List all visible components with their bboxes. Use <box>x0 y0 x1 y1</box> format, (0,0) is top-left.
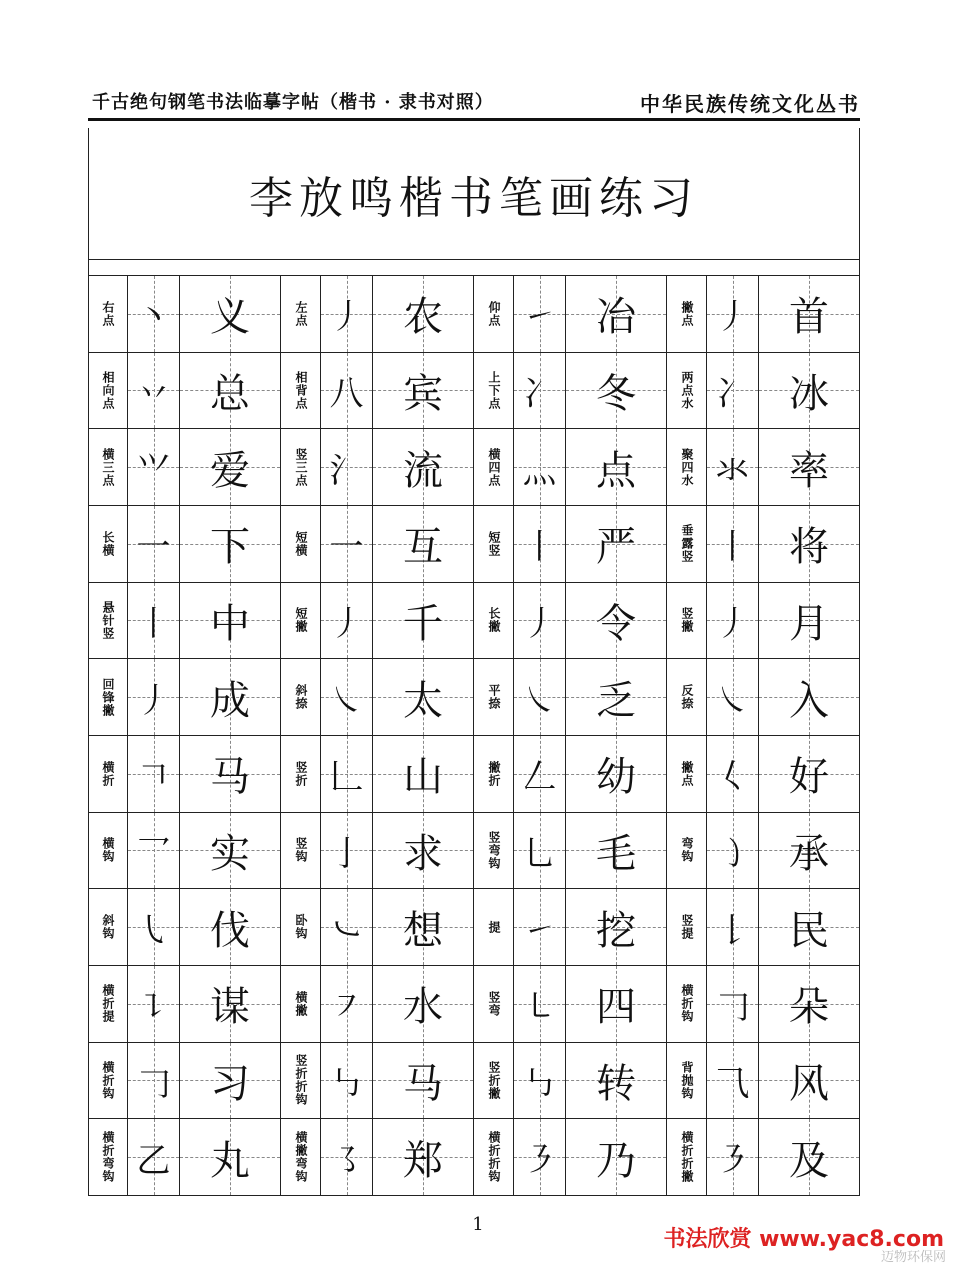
stroke-name: 长横 <box>101 530 115 557</box>
stroke-name: 竖折撇 <box>487 1060 501 1100</box>
stroke-sample: 冫 <box>715 373 750 414</box>
example-character-cell <box>373 506 474 583</box>
example-character-cell <box>759 659 860 736</box>
stroke-label-cell <box>667 506 707 583</box>
example-character-cell <box>566 889 667 966</box>
stroke-name: 聚四水 <box>680 447 694 487</box>
example-character: 挖 <box>596 907 636 954</box>
page-number: 1 <box>472 1214 484 1235</box>
stroke-label-cell <box>88 583 128 660</box>
stroke-sample: ⺍ <box>136 450 171 491</box>
stroke-sample: ㇉ <box>329 1063 364 1104</box>
stroke-sample: 丨 <box>715 527 750 568</box>
stroke-sample: ㇃ <box>329 910 364 951</box>
example-character: 总 <box>210 370 250 417</box>
stroke-sample: ㇀ <box>522 910 557 951</box>
example-character-cell <box>566 966 667 1043</box>
example-character-cell <box>759 1119 860 1196</box>
stroke-label-cell <box>667 1119 707 1196</box>
stroke-name: 仰点 <box>487 300 501 327</box>
example-character-cell <box>373 659 474 736</box>
stroke-label-cell <box>88 966 128 1043</box>
stroke-label-cell <box>667 276 707 353</box>
stroke-label-cell <box>474 429 514 506</box>
stroke-sample-cell <box>707 429 759 506</box>
stroke-sample: 一 <box>329 527 364 568</box>
example-character-cell <box>373 1119 474 1196</box>
example-character-cell <box>759 353 860 430</box>
stroke-sample-cell <box>707 659 759 736</box>
stroke-sample-cell <box>707 813 759 890</box>
example-character: 承 <box>789 830 829 877</box>
example-character-cell <box>566 1119 667 1196</box>
stroke-sample: ㇏ <box>522 680 557 721</box>
stroke-name: 撇折 <box>487 760 501 787</box>
stroke-name: 横折 <box>101 760 115 787</box>
stroke-sample-cell <box>128 506 180 583</box>
stroke-sample-cell <box>321 966 373 1043</box>
page-title: 李放鸣楷书笔画练习 <box>249 172 699 224</box>
stroke-label-cell <box>281 736 321 813</box>
stroke-label-cell <box>88 353 128 430</box>
example-character-cell <box>566 276 667 353</box>
example-character-cell <box>566 429 667 506</box>
stroke-sample-cell <box>321 353 373 430</box>
stroke-sample-cell <box>514 813 566 890</box>
stroke-label-cell <box>474 353 514 430</box>
stroke-sample-cell <box>128 736 180 813</box>
stroke-sample-cell <box>514 583 566 660</box>
stroke-name: 右点 <box>101 300 115 327</box>
stroke-sample-cell <box>321 583 373 660</box>
example-character: 冰 <box>789 370 829 417</box>
stroke-sample-cell <box>707 583 759 660</box>
stroke-sample: 丿 <box>329 297 364 338</box>
example-character: 毛 <box>596 830 636 877</box>
example-character-cell <box>759 506 860 583</box>
example-character: 率 <box>789 447 829 494</box>
example-character: 求 <box>403 830 443 877</box>
stroke-sample-cell <box>707 506 759 583</box>
example-character-cell <box>566 506 667 583</box>
example-character-cell <box>373 813 474 890</box>
stroke-label-cell <box>474 1043 514 1120</box>
example-character: 水 <box>403 984 443 1031</box>
example-character: 幼 <box>596 754 636 801</box>
stroke-practice-grid <box>88 276 860 1196</box>
stroke-sample: 乚 <box>522 833 557 874</box>
stroke-name: 左点 <box>294 300 308 327</box>
example-character: 转 <box>596 1060 636 1107</box>
example-character: 流 <box>403 447 443 494</box>
example-character: 令 <box>596 600 636 647</box>
header-rule <box>88 118 860 121</box>
stroke-sample-cell <box>321 429 373 506</box>
stroke-name: 竖提 <box>680 914 694 941</box>
stroke-sample-cell <box>321 889 373 966</box>
example-character-cell <box>373 889 474 966</box>
stroke-label-cell <box>667 429 707 506</box>
example-character-cell <box>566 813 667 890</box>
example-character: 成 <box>210 677 250 724</box>
stroke-label-cell <box>281 1119 321 1196</box>
stroke-name: 横折钩 <box>101 1060 115 1100</box>
example-character-cell <box>759 1043 860 1120</box>
stroke-sample-cell <box>514 736 566 813</box>
stroke-sample-cell <box>514 276 566 353</box>
stroke-sample-cell <box>321 736 373 813</box>
example-character-cell <box>180 506 281 583</box>
stroke-label-cell <box>88 1119 128 1196</box>
stroke-name: 回锋撇 <box>101 677 115 717</box>
watermark-text: 书法欣赏 www.yac8.com <box>663 1227 944 1252</box>
stroke-name: 竖三点 <box>294 447 308 487</box>
example-character-cell <box>180 813 281 890</box>
stroke-name: 反捺 <box>680 684 694 711</box>
stroke-label-cell <box>88 889 128 966</box>
stroke-sample-cell <box>128 659 180 736</box>
stroke-name: 横折提 <box>101 984 115 1024</box>
stroke-label-cell <box>281 583 321 660</box>
stroke-sample-cell <box>707 889 759 966</box>
stroke-sample: 𠃌 <box>715 987 750 1028</box>
example-character: 山 <box>403 754 443 801</box>
stroke-name: 撇点 <box>680 760 694 787</box>
stroke-sample-cell <box>321 1043 373 1120</box>
stroke-sample-cell <box>514 429 566 506</box>
example-character: 中 <box>210 600 250 647</box>
stroke-name: 横撇 <box>294 990 308 1017</box>
stroke-name: 短撇 <box>294 607 308 634</box>
stroke-sample-cell <box>128 429 180 506</box>
stroke-label-cell <box>474 813 514 890</box>
stroke-sample: 𠃋 <box>522 757 557 798</box>
stroke-sample: ㇂ <box>136 910 171 951</box>
stroke-label-cell <box>667 659 707 736</box>
stroke-sample: 灬 <box>522 450 557 491</box>
stroke-sample-cell <box>514 1119 566 1196</box>
stroke-name: 平捺 <box>487 684 501 711</box>
stroke-sample-cell <box>128 813 180 890</box>
stroke-name: 竖弯钩 <box>487 830 501 870</box>
stroke-name: 竖撇 <box>680 607 694 634</box>
stroke-label-cell <box>88 659 128 736</box>
stroke-sample-cell <box>514 659 566 736</box>
stroke-sample: ㇄ <box>522 987 557 1028</box>
stroke-label-cell <box>667 583 707 660</box>
stroke-label-cell <box>667 889 707 966</box>
stroke-sample-cell <box>514 889 566 966</box>
stroke-sample: 丿 <box>329 603 364 644</box>
example-character: 将 <box>789 524 829 571</box>
example-character-cell <box>759 889 860 966</box>
stroke-sample: 丷 <box>136 373 171 414</box>
stroke-sample: 丶 <box>136 297 171 338</box>
example-character-cell <box>373 276 474 353</box>
stroke-sample: ㇀ <box>522 297 557 338</box>
stroke-label-cell <box>474 659 514 736</box>
example-character-cell <box>759 583 860 660</box>
example-character: 乃 <box>596 1137 636 1184</box>
example-character: 朵 <box>789 984 829 1031</box>
example-character: 点 <box>596 447 636 494</box>
stroke-name: 卧钩 <box>294 914 308 941</box>
stroke-sample-cell <box>321 659 373 736</box>
stroke-name: 横折折钩 <box>487 1131 501 1184</box>
stroke-sample: ㇌ <box>329 1140 364 1181</box>
watermark-small-text: 迈物环保网 <box>880 1250 946 1265</box>
stroke-label-cell <box>667 736 707 813</box>
stroke-sample-cell <box>128 889 180 966</box>
example-character: 民 <box>789 907 829 954</box>
stroke-sample: ㇉ <box>522 1063 557 1104</box>
stroke-sample-cell <box>128 1119 180 1196</box>
example-character-cell <box>759 966 860 1043</box>
example-character: 爱 <box>210 447 250 494</box>
stroke-label-cell <box>474 966 514 1043</box>
header-left-title: 千古绝句钢笔书法临摹字帖（楷书 · 隶书对照） <box>92 92 494 113</box>
example-character-cell <box>566 659 667 736</box>
example-character: 马 <box>403 1060 443 1107</box>
stroke-label-cell <box>88 429 128 506</box>
stroke-name: 横钩 <box>101 837 115 864</box>
example-character-cell <box>180 736 281 813</box>
example-character-cell <box>759 813 860 890</box>
stroke-sample-cell <box>707 1119 759 1196</box>
stroke-label-cell <box>474 583 514 660</box>
stroke-label-cell <box>474 889 514 966</box>
header-right-series: 中华民族传统文化丛书 <box>640 92 860 116</box>
stroke-sample: 𡿨 <box>715 757 750 798</box>
example-character: 伐 <box>210 907 250 954</box>
stroke-name: 弯钩 <box>680 837 694 864</box>
example-character: 乏 <box>596 677 636 724</box>
example-character: 实 <box>210 830 250 877</box>
stroke-sample-cell <box>514 506 566 583</box>
stroke-sample: ㇋ <box>522 1140 557 1181</box>
example-character-cell <box>566 353 667 430</box>
stroke-label-cell <box>88 736 128 813</box>
title-gap-band <box>88 262 860 276</box>
stroke-name: 提 <box>487 920 501 934</box>
stroke-sample: ㇊ <box>136 987 171 1028</box>
example-character-cell <box>373 583 474 660</box>
stroke-name: 横撇弯钩 <box>294 1131 308 1184</box>
example-character: 想 <box>403 907 443 954</box>
stroke-name: 背抛钩 <box>680 1060 694 1100</box>
stroke-name: 竖折 <box>294 760 308 787</box>
stroke-label-cell <box>667 966 707 1043</box>
example-character: 风 <box>789 1060 829 1107</box>
stroke-sample: 氺 <box>715 450 750 491</box>
example-character-cell <box>566 736 667 813</box>
stroke-sample: 冫 <box>522 373 557 414</box>
stroke-label-cell <box>88 506 128 583</box>
stroke-label-cell <box>281 429 321 506</box>
stroke-name: 相背点 <box>294 370 308 410</box>
stroke-label-cell <box>88 1043 128 1120</box>
stroke-sample: 八 <box>329 373 364 414</box>
stroke-sample-cell <box>707 276 759 353</box>
example-character-cell <box>180 583 281 660</box>
stroke-label-cell <box>281 353 321 430</box>
example-character: 马 <box>210 754 250 801</box>
stroke-name: 斜捺 <box>294 684 308 711</box>
stroke-sample: 乙 <box>136 1140 171 1181</box>
example-character-cell <box>566 1043 667 1120</box>
stroke-name: 长撇 <box>487 607 501 634</box>
stroke-name: 竖折折钩 <box>294 1054 308 1107</box>
stroke-name: 垂露竖 <box>680 524 694 564</box>
stroke-sample: 乛 <box>136 833 171 874</box>
stroke-sample-cell <box>128 353 180 430</box>
example-character: 下 <box>210 524 250 571</box>
stroke-sample: 丿 <box>136 680 171 721</box>
stroke-name: 横折折撇 <box>680 1131 694 1184</box>
stroke-label-cell <box>281 966 321 1043</box>
stroke-label-cell <box>474 736 514 813</box>
example-character: 习 <box>210 1060 250 1107</box>
stroke-name: 竖弯 <box>487 990 501 1017</box>
example-character: 冬 <box>596 370 636 417</box>
example-character: 宾 <box>403 370 443 417</box>
example-character: 郑 <box>403 1137 443 1184</box>
stroke-sample: 丿 <box>522 603 557 644</box>
example-character-cell <box>180 966 281 1043</box>
stroke-sample: ㇋ <box>715 1140 750 1181</box>
example-character-cell <box>373 736 474 813</box>
example-character-cell <box>180 276 281 353</box>
example-character-cell <box>373 429 474 506</box>
stroke-name: 短竖 <box>487 530 501 557</box>
stroke-label-cell <box>474 276 514 353</box>
stroke-sample-cell <box>514 966 566 1043</box>
stroke-name: 斜钩 <box>101 914 115 941</box>
title-box <box>88 128 860 260</box>
stroke-sample: 𠃍 <box>136 757 171 798</box>
stroke-name: 悬针竖 <box>101 600 115 640</box>
example-character: 千 <box>403 600 443 647</box>
example-character-cell <box>759 736 860 813</box>
stroke-sample-cell <box>707 353 759 430</box>
example-character: 首 <box>789 294 829 341</box>
example-character: 严 <box>596 524 636 571</box>
example-character-cell <box>180 1119 281 1196</box>
example-character-cell <box>373 966 474 1043</box>
stroke-label-cell <box>667 353 707 430</box>
stroke-sample: 𠃌 <box>136 1063 171 1104</box>
stroke-sample-cell <box>321 276 373 353</box>
example-character-cell <box>180 429 281 506</box>
stroke-name: 横三点 <box>101 447 115 487</box>
stroke-label-cell <box>474 506 514 583</box>
example-character: 谋 <box>210 984 250 1031</box>
example-character-cell <box>759 276 860 353</box>
example-character-cell <box>180 353 281 430</box>
example-character: 月 <box>789 600 829 647</box>
stroke-sample: 丿 <box>715 297 750 338</box>
stroke-label-cell <box>474 1119 514 1196</box>
example-character: 好 <box>789 754 829 801</box>
stroke-sample: 氵 <box>329 450 364 491</box>
example-character-cell <box>180 659 281 736</box>
example-character: 丸 <box>210 1137 250 1184</box>
stroke-sample-cell <box>321 813 373 890</box>
stroke-label-cell <box>667 1043 707 1120</box>
stroke-sample: ㇏ <box>329 680 364 721</box>
stroke-name: 短横 <box>294 530 308 557</box>
stroke-sample: ㇁ <box>715 833 750 874</box>
stroke-sample-cell <box>321 1119 373 1196</box>
stroke-sample-cell <box>707 736 759 813</box>
stroke-name: 竖钩 <box>294 837 308 864</box>
stroke-label-cell <box>88 276 128 353</box>
stroke-label-cell <box>88 813 128 890</box>
stroke-sample: ㇏ <box>715 680 750 721</box>
example-character-cell <box>180 889 281 966</box>
stroke-name: 横四点 <box>487 447 501 487</box>
stroke-label-cell <box>667 813 707 890</box>
stroke-sample-cell <box>128 276 180 353</box>
stroke-sample-cell <box>128 1043 180 1120</box>
stroke-sample: 亅 <box>329 833 364 874</box>
stroke-sample: 丨 <box>136 603 171 644</box>
example-character-cell <box>373 353 474 430</box>
stroke-sample: ㇇ <box>329 987 364 1028</box>
example-character: 及 <box>789 1137 829 1184</box>
stroke-label-cell <box>281 1043 321 1120</box>
stroke-label-cell <box>281 889 321 966</box>
stroke-sample-cell <box>128 966 180 1043</box>
stroke-name: 上下点 <box>487 370 501 410</box>
example-character-cell <box>180 1043 281 1120</box>
stroke-sample-cell <box>514 1043 566 1120</box>
stroke-sample-cell <box>707 1043 759 1120</box>
stroke-sample-cell <box>321 506 373 583</box>
stroke-sample: 一 <box>136 527 171 568</box>
stroke-name: 横折钩 <box>680 984 694 1024</box>
example-character: 互 <box>403 524 443 571</box>
example-character: 冶 <box>596 294 636 341</box>
stroke-name: 相向点 <box>101 370 115 410</box>
example-character: 太 <box>403 677 443 724</box>
example-character-cell <box>759 429 860 506</box>
stroke-name: 横折弯钩 <box>101 1131 115 1184</box>
stroke-sample: 𠃊 <box>329 757 364 798</box>
example-character: 农 <box>403 294 443 341</box>
stroke-sample: 丿 <box>715 603 750 644</box>
stroke-label-cell <box>281 276 321 353</box>
example-character: 四 <box>596 984 636 1031</box>
stroke-label-cell <box>281 659 321 736</box>
stroke-name: 撇点 <box>680 300 694 327</box>
stroke-name: 两点水 <box>680 370 694 410</box>
example-character-cell <box>373 1043 474 1120</box>
stroke-sample: ⺄ <box>715 1063 750 1104</box>
stroke-sample-cell <box>707 966 759 1043</box>
stroke-label-cell <box>281 813 321 890</box>
example-character: 义 <box>210 294 250 341</box>
stroke-label-cell <box>281 506 321 583</box>
example-character: 入 <box>789 677 829 724</box>
stroke-sample: 丨 <box>522 527 557 568</box>
stroke-sample-cell <box>514 353 566 430</box>
stroke-sample-cell <box>128 583 180 660</box>
stroke-sample: 𠄌 <box>715 910 750 951</box>
example-character-cell <box>566 583 667 660</box>
